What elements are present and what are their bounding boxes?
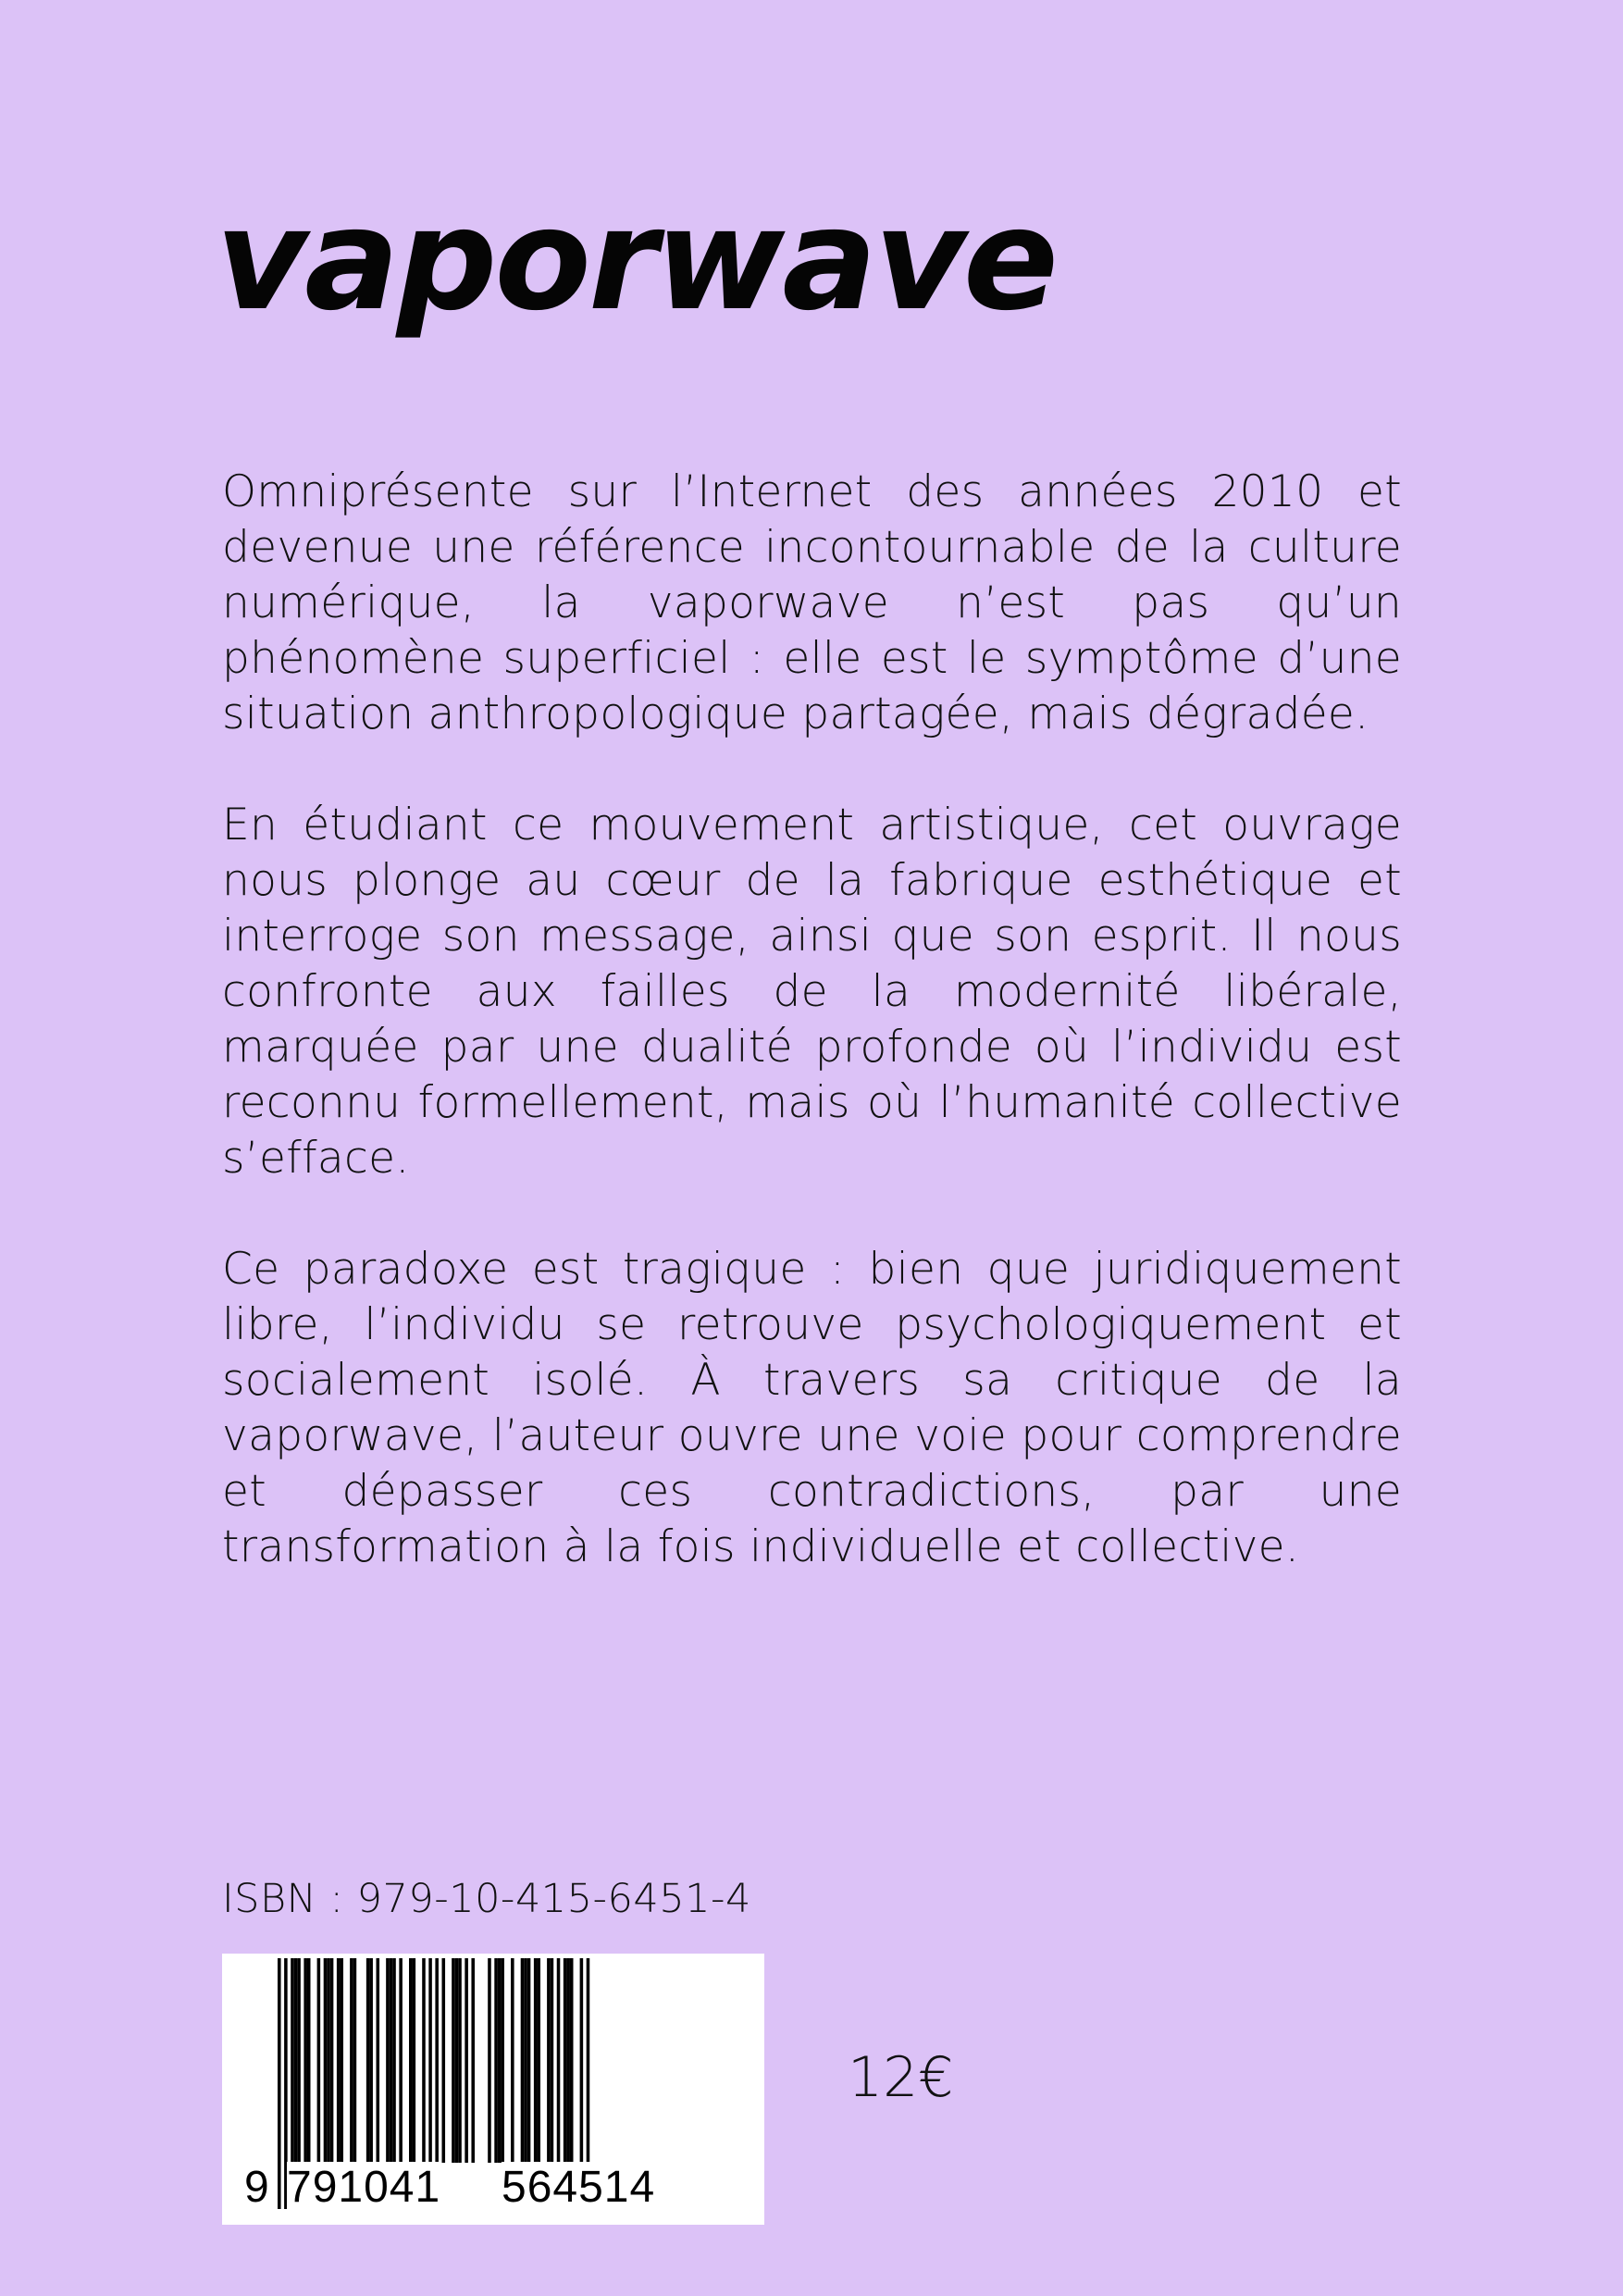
barcode	[222, 1954, 764, 2225]
barcode-right-digits: 564514	[502, 2163, 656, 2212]
barcode-lead-digit: 9	[244, 2163, 270, 2212]
barcode-digits	[222, 1954, 764, 2225]
blurb-paragraph-2: En étudiant ce mouvement artistique, cet ouvrage nous plonge au cœur de la fabrique esthétique et interroge son message, ainsi que son esprit. Il nous confronte aux failles de la modernité libérale, marquée par une dualité profonde où l’individu est reconnu formellement, mais où l’humanité collective s’efface.	[222, 800, 1402, 1184]
book-title: vaporwave	[216, 178, 1057, 341]
isbn-label: ISBN : 979-10-415-6451-4	[222, 1876, 751, 1922]
blurb-paragraph-3: Ce paradoxe est tragique : bien que juridiquement libre, l’individu se retrouve psychologiquement et socialement isolé. À travers sa critique de la vaporwave, l’auteur ouvre une voie pour comprendre et dépasser ces contradictions, par une transformation à la fois individuelle et collective.	[222, 1244, 1402, 1572]
price: 12€	[848, 2045, 954, 2110]
blurb-paragraph-1: Omniprésente sur l’Internet des années 2010 et devenue une référence incontournable de la culture numérique, la vaporwave n’est pas qu’un phénomène superficiel : elle est le symptôme d’une situation anthropologique partagée, mais dégradée.	[222, 466, 1402, 739]
back-cover-blurb	[222, 465, 1402, 1631]
barcode-left-digits: 791041	[287, 2163, 441, 2212]
